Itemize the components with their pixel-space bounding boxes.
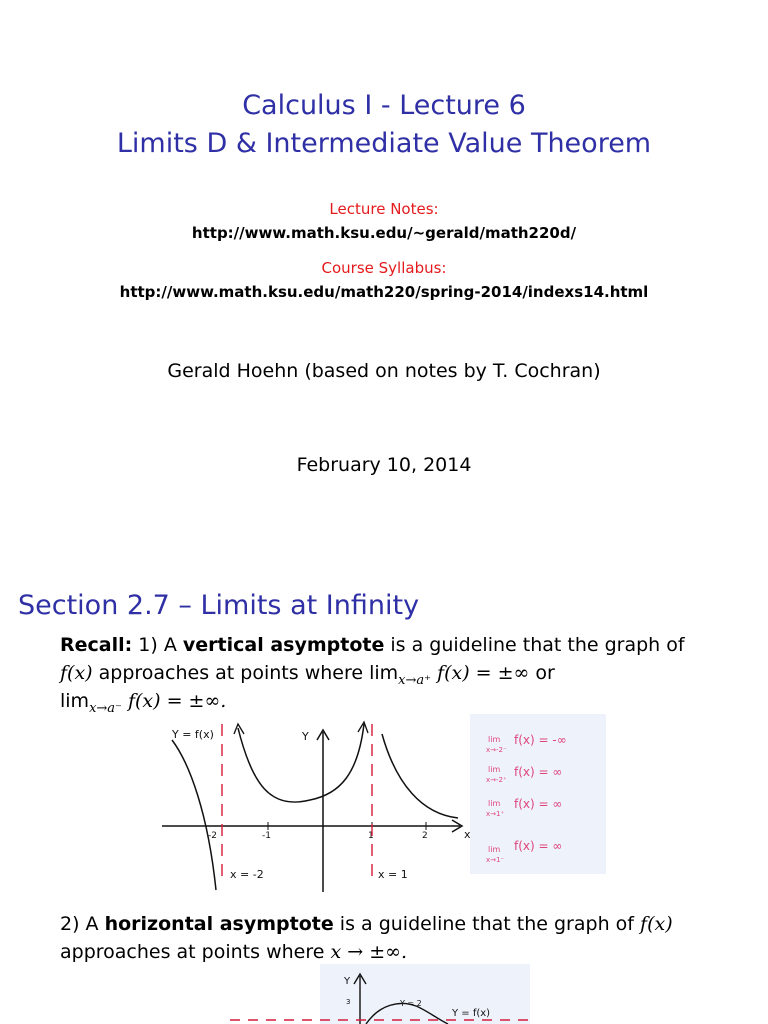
recall-line2-expr: f(x) = ±∞ — [437, 662, 530, 684]
section-title: Section 2.7 – Limits at Infinity — [18, 590, 420, 621]
limit2-sub: x→-2⁺ — [486, 776, 507, 784]
limit1-sub: x→-2⁻ — [486, 746, 507, 754]
lecture-title: Calculus I - Lecture 6 — [242, 90, 526, 121]
recall-text-a: 1) A — [138, 634, 177, 656]
figure2-tick-3: 3 — [346, 998, 351, 1006]
syllabus-link[interactable]: http://www.math.ksu.edu/math220/spring-2014/indexs14.html — [119, 283, 649, 301]
limit1-lim: lim — [488, 735, 501, 744]
author-line: Gerald Hoehn (based on notes by T. Cochran) — [167, 360, 601, 382]
horizontal-text-b: is a guideline that the graph of — [339, 913, 634, 935]
horizontal-paragraph — [60, 910, 740, 966]
fx-label: Y = f(x) — [172, 728, 214, 741]
recall-line-1 — [60, 631, 740, 659]
horizontal-text-a: 2) A — [60, 913, 99, 935]
recall-text-b: is a guideline that the graph of — [390, 634, 685, 656]
lecture-subtitle: Limits D & Intermediate Value Theorem — [116, 128, 652, 159]
recall-line2-sub: x→a⁺ — [398, 672, 431, 688]
vertical-asymptote-term: vertical asymptote — [182, 634, 385, 656]
limit2-expr: f(x) = ∞ — [514, 765, 563, 779]
figure2-y-label: Y — [344, 976, 351, 987]
limit3-sub: x→1⁺ — [486, 810, 505, 818]
recall-line2-text: approaches at points where lim — [98, 662, 399, 684]
horizontal-asymptote-term: horizontal asymptote — [104, 913, 334, 935]
limit4-lim: lim — [488, 845, 501, 854]
recall-line3-lim: lim — [60, 690, 90, 712]
recall-line-3 — [60, 687, 740, 715]
recall-paragraph — [60, 631, 740, 715]
curve-left-branch — [172, 740, 216, 890]
figure2-background — [320, 964, 530, 1024]
tick-label-1: 1 — [368, 831, 374, 841]
curve-right-branch — [382, 734, 458, 818]
limit2-lim: lim — [488, 765, 501, 774]
horizontal-fx: f(x) — [640, 913, 673, 935]
vertical-asymptote-figure — [160, 714, 606, 892]
horizontal-line2-math: x → ±∞. — [330, 941, 407, 963]
tick-label-neg2: -2 — [208, 831, 217, 841]
figure2-y2-label: Y = 2 — [400, 999, 422, 1008]
recall-fx: f(x) — [60, 662, 93, 684]
asymptote-left-label: x = -2 — [230, 868, 264, 881]
limit3-expr: f(x) = ∞ — [514, 797, 563, 811]
horizontal-line2-text: approaches at points where — [60, 941, 325, 963]
recall-line3-expr: f(x) = ±∞. — [127, 690, 227, 712]
lecture-date: February 10, 2014 — [296, 454, 472, 476]
figure2-fx-label: Y = f(x) — [452, 1008, 491, 1019]
syllabus-label: Course Syllabus: — [321, 259, 447, 277]
x-label: x — [464, 828, 471, 841]
horizontal-line-1 — [60, 910, 740, 938]
lecture-notes-label: Lecture Notes: — [329, 200, 439, 218]
limit1-expr: f(x) = -∞ — [514, 733, 567, 747]
tick-label-2: 2 — [422, 831, 428, 841]
recall-line-2 — [60, 659, 740, 687]
asymptote-right-label: x = 1 — [378, 868, 408, 881]
recall-lead: Recall: — [60, 634, 133, 656]
limit4-sub: x→1⁻ — [486, 856, 505, 864]
recall-line2-or: or — [535, 662, 555, 684]
lecture-notes-link[interactable]: http://www.math.ksu.edu/~gerald/math220d/ — [191, 224, 577, 242]
horizontal-asymptote-figure — [230, 964, 530, 1024]
curve-middle-branch — [238, 724, 364, 802]
horizontal-line-2 — [60, 938, 740, 966]
limit3-lim: lim — [488, 799, 501, 808]
tick-label-neg1: -1 — [262, 831, 271, 841]
recall-line3-sub: x→a⁻ — [89, 700, 122, 716]
y-label: Y — [302, 730, 309, 743]
limit4-expr: f(x) = ∞ — [514, 839, 563, 853]
